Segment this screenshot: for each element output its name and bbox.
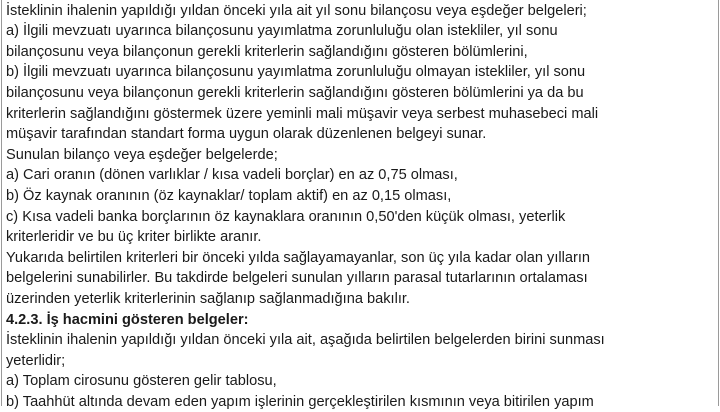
section-heading: 4.2.3. İş hacmini gösteren belgeler:	[6, 311, 249, 328]
paragraph-line: kriterleridir ve bu üç kriter birlikte aranır.	[6, 229, 262, 246]
list-item: b) Öz kaynak oranının (öz kaynaklar/ toplam aktif) en az 0,15 olması,	[6, 187, 452, 204]
list-item: a) Cari oranın (dönen varlıklar / kısa vadeli borçlar) en az 0,75 olması,	[6, 167, 458, 184]
paragraph-line: Yukarıda belirtilen kriterleri bir önceki yılda sağlayamayanlar, son üç yıla kadar olan yılların	[6, 249, 591, 266]
paragraph-line: belgelerini sunabilirler. Bu takdirde belgeleri sunulan yılların parasal tutarlarının ortalaması	[6, 270, 588, 287]
paragraph-line: müşavir tarafından standart forma uygun olarak düzenlenen belgeyi sunar.	[6, 126, 487, 143]
paragraph-line: İsteklinin ihalenin yapıldığı yıldan önceki yıla ait, aşağıda belirtilen belgelerden birini sunması	[6, 332, 605, 349]
paragraph-line: kriterlerin sağlandığını göstermek üzere yeminli mali müşavir veya serbest muhasebeci mali	[6, 105, 599, 122]
paragraph-line: a) İlgili mevzuatı uyarınca bilançosunu yayımlatma zorunluluğu olan istekliler, yıl sonu	[6, 23, 558, 40]
list-item: b) Taahhüt altında devam eden yapım işlerinin gerçekleştirilen kısmının veya bitirilen yapım	[6, 393, 594, 410]
paragraph-line: b) İlgili mevzuatı uyarınca bilançosunu yayımlatma zorunluluğu olmayan istekliler, yıl sonu	[6, 64, 586, 81]
paragraph-line: yeterlidir;	[6, 352, 66, 369]
paragraph-line: üzerinden yeterlik kriterlerinin sağlanıp sağlanmadığına bakılır.	[6, 290, 410, 307]
paragraph-line: bilançosunu veya bilançonun gerekli kriterlerin sağlandığını gösteren bölümlerini ya da bu	[6, 84, 584, 101]
list-item: a) Toplam cirosunu gösteren gelir tablosu,	[6, 373, 277, 390]
paragraph-line: Sunulan bilanço veya eşdeğer belgelerde;	[6, 146, 278, 163]
paragraph-line: İsteklinin ihalenin yapıldığı yıldan önceki yıla ait yıl sonu bilançosu veya eşdeğer belgeleri;	[6, 2, 587, 19]
paragraph-line: bilançosunu veya bilançonun gerekli kriterlerin sağlandığını gösteren bölümlerini,	[6, 43, 528, 60]
list-item: c) Kısa vadeli banka borçlarının öz kaynaklara oranının 0,50'den küçük olması, yeterlik	[6, 208, 566, 225]
